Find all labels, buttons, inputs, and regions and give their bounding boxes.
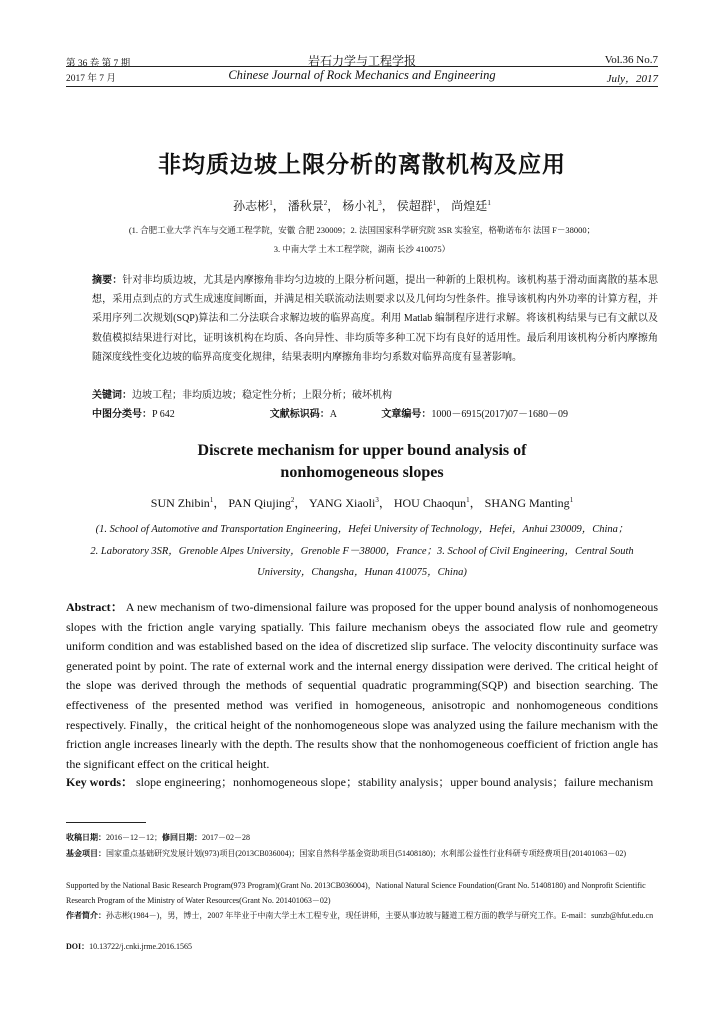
footnote-dates xyxy=(66,830,658,845)
abstract-en xyxy=(66,598,658,774)
abstract-en-text: A new mechanism of two-dimensional failure was proposed for the upper bound analysis of nonhomogeneous slopes with the friction angle varying spatially. This failure mechanism obeys the associated flow rule and geometry uniform condition and was established based on the idea of discretized slip surface. The velocity discontinuity surface was generated point by point. The rate of external work and the internal energy dissipation were derived. The critical height of the slope was derived through the methods of sequential quadratic programming(SQP) and bisection searching. The effectiveness of the presented method was verified in homogeneous, anisotropic and nonhomogeneous conditions respectively. Finally，the critical height of the nonhomogeneous slope was analyzed using the failure mechanism with the friction angle increases linearly with the depth. The results show that the nonhomogeneous coefficient of friction angle has the significant effect on the critical height. xyxy=(66,600,659,771)
clc-label: 中图分类号： xyxy=(92,409,152,420)
author-aff: 1 xyxy=(209,496,214,504)
footnote-separator xyxy=(66,822,146,823)
article-no-label: 文章编号： xyxy=(381,409,432,420)
author-aff: 2 xyxy=(323,199,328,207)
author-sep: ， xyxy=(272,199,285,213)
author-name: 孙志彬 xyxy=(233,199,270,213)
doi-value: 10.13722/j.cnki.jrme.2016.1565 xyxy=(89,942,193,951)
header-volume-en: Vol.36 No.7 xyxy=(604,54,658,66)
page-title-cn: 非均质边坡上限分析的离散机构及应用 xyxy=(158,152,566,178)
abstract-cn-text: 针对非均质边坡，尤其是内摩擦角非均匀边坡的上限分析问题，提出一种新的上限机构。该机构基于滑动面离散的基本思想，采用点到点的方式生成速度间断面，并满足相关联流动法则要求以及几何均匀性条件。推导该机构内外功率的计算方程，并采用序列二次规划(SQP)算法和二分法联合求解边坡的临界高度。利用 Matlab 编制程序进行求解。将该机构结果与已有文献以及数值模拟结果进行对比，证明该机构在均质、各向异性、非均质等多种工况下均有良好的适用性。最后利用该机构分析内摩擦角随深度线性变化边坡的临界高度变化规律，结果表明内摩擦角非均匀系数对临界高度有显著影响。 xyxy=(92,275,659,363)
authors-en xyxy=(0,494,724,511)
page-title-en xyxy=(0,440,724,484)
author-name: 潘秋景 xyxy=(287,199,324,213)
affiliation-en-line3: University，Changsha，Hunan 410075，China) xyxy=(257,567,467,578)
fund-label: 基金项目： xyxy=(66,849,106,858)
footnote-fund xyxy=(66,846,658,861)
author-name: 侯超群 xyxy=(396,199,433,213)
author-aff: 2 xyxy=(290,496,295,504)
affiliation-en-line2: 2. Laboratory 3SR，Grenoble Alpes University，Grenoble F－38000，France；3. School of Civil Engineering，Central South xyxy=(90,546,634,557)
revised-label: 修回日期： xyxy=(162,833,202,842)
footnote-fund-en: Supported by the National Basic Research Program(973 Program)(Grant No. 2013CB036004)，National Natural Science Foundation(Grant No. 51408180) and Nonprofit Scientific Research Program of the Ministry of Water Resources(Grant No. 201401063－02) xyxy=(66,881,646,906)
author-aff: 1 xyxy=(466,496,470,504)
abstract-cn-label: 摘要： xyxy=(92,275,123,286)
author-aff: 3 xyxy=(375,496,379,504)
header-journal-en: Chinese Journal of Rock Mechanics and Engineering xyxy=(228,68,496,82)
abstract-cn xyxy=(92,271,658,367)
header-rule-bottom xyxy=(66,86,658,87)
keywords-cn-label: 关键词： xyxy=(92,390,132,401)
affiliation-cn-line1: (1. 合肥工业大学 汽车与交通工程学院，安徽 合肥 230009；2. 法国国家科学研究院 3SR 实验室，格勒诺布尔 法国 F－38000； xyxy=(128,225,596,235)
article-no-value: 1000－6915(2017)07－1680－09 xyxy=(431,409,569,420)
revised-value: 2017－02－28 xyxy=(202,833,250,842)
author-name: SUN Zhibin xyxy=(150,496,210,510)
doi-label: DOI： xyxy=(66,942,90,951)
header-journal-cn: 岩石力学与工程学报 xyxy=(307,54,416,68)
author-name: YANG Xiaoli xyxy=(308,496,376,510)
author-aff: 1 xyxy=(269,199,273,207)
author-sep: ， xyxy=(327,199,340,213)
header-volume-cn: 第 36 卷 第 7 期 xyxy=(66,59,131,69)
author-name: 尚煌廷 xyxy=(451,199,488,213)
keywords-en-text: slope engineering；nonhomogeneous slope；stability analysis；upper bound analysis；failure mechanism xyxy=(136,775,654,789)
received-value: 2016－12－12； xyxy=(106,833,162,842)
author-sep: ， xyxy=(378,496,391,510)
doc-code-label: 文献标识码： xyxy=(269,409,330,420)
author-aff: 1 xyxy=(569,496,574,504)
header-date-en: July，2017 xyxy=(606,73,658,85)
author-aff: 3 xyxy=(378,199,382,207)
classification-row xyxy=(92,405,658,424)
keywords-cn-text: 边坡工程；非均质边坡；稳定性分析；上限分析；破坏机构 xyxy=(132,390,392,401)
header-rule-top xyxy=(66,66,658,67)
author-name: 杨小礼 xyxy=(342,199,379,213)
keywords-cn xyxy=(92,386,658,405)
author-bio-text: 孙志彬(1984－)，男，博士，2007 年毕业于中南大学土木工程专业，现任讲师，主要从事边坡与隧道工程方面的教学与研究工作。E-mail：sunzb@hfut.edu.cn xyxy=(106,911,654,920)
author-name: HOU Chaoqun xyxy=(393,496,467,510)
header-date-cn: 2017 年 7 月 xyxy=(66,74,116,84)
affiliation-en-line1: (1. School of Automotive and Transportation Engineering，Hefei University of Technology，Hefei，Anhui 230009，China； xyxy=(95,524,629,535)
author-sep: ， xyxy=(294,496,307,510)
keywords-en-label: Key words： xyxy=(66,775,133,789)
author-aff: 1 xyxy=(432,199,437,207)
title-en-line1: Discrete mechanism for upper bound analysis of xyxy=(197,442,527,459)
keywords-en xyxy=(66,773,658,793)
title-en-line2: nonhomogeneous slopes xyxy=(280,464,444,481)
author-name: SHANG Manting xyxy=(484,496,570,510)
affiliation-cn-line2: 3. 中南大学 土木工程学院，湖南 长沙 410075） xyxy=(273,244,451,254)
author-aff: 1 xyxy=(487,199,491,207)
author-sep: ， xyxy=(213,496,226,510)
footnote-doi xyxy=(66,939,658,954)
author-sep: ， xyxy=(381,199,394,213)
authors-cn xyxy=(0,197,724,214)
doc-code-value: A xyxy=(329,409,337,420)
abstract-en-label: Abstract： xyxy=(66,600,124,614)
author-bio-label: 作者简介： xyxy=(66,911,106,920)
author-sep: ， xyxy=(436,199,449,213)
fund-text: 国家重点基础研究发展计划(973)项目(2013CB036004)；国家自然科学基金资助项目(51408180)；水利部公益性行业科研专项经费项目(201401063－02) xyxy=(106,849,626,858)
author-name: PAN Qiujing xyxy=(228,496,291,510)
footnote-author xyxy=(66,908,658,923)
author-sep: ， xyxy=(469,496,482,510)
clc-value: P 642 xyxy=(152,409,175,420)
received-label: 收稿日期： xyxy=(66,833,106,842)
